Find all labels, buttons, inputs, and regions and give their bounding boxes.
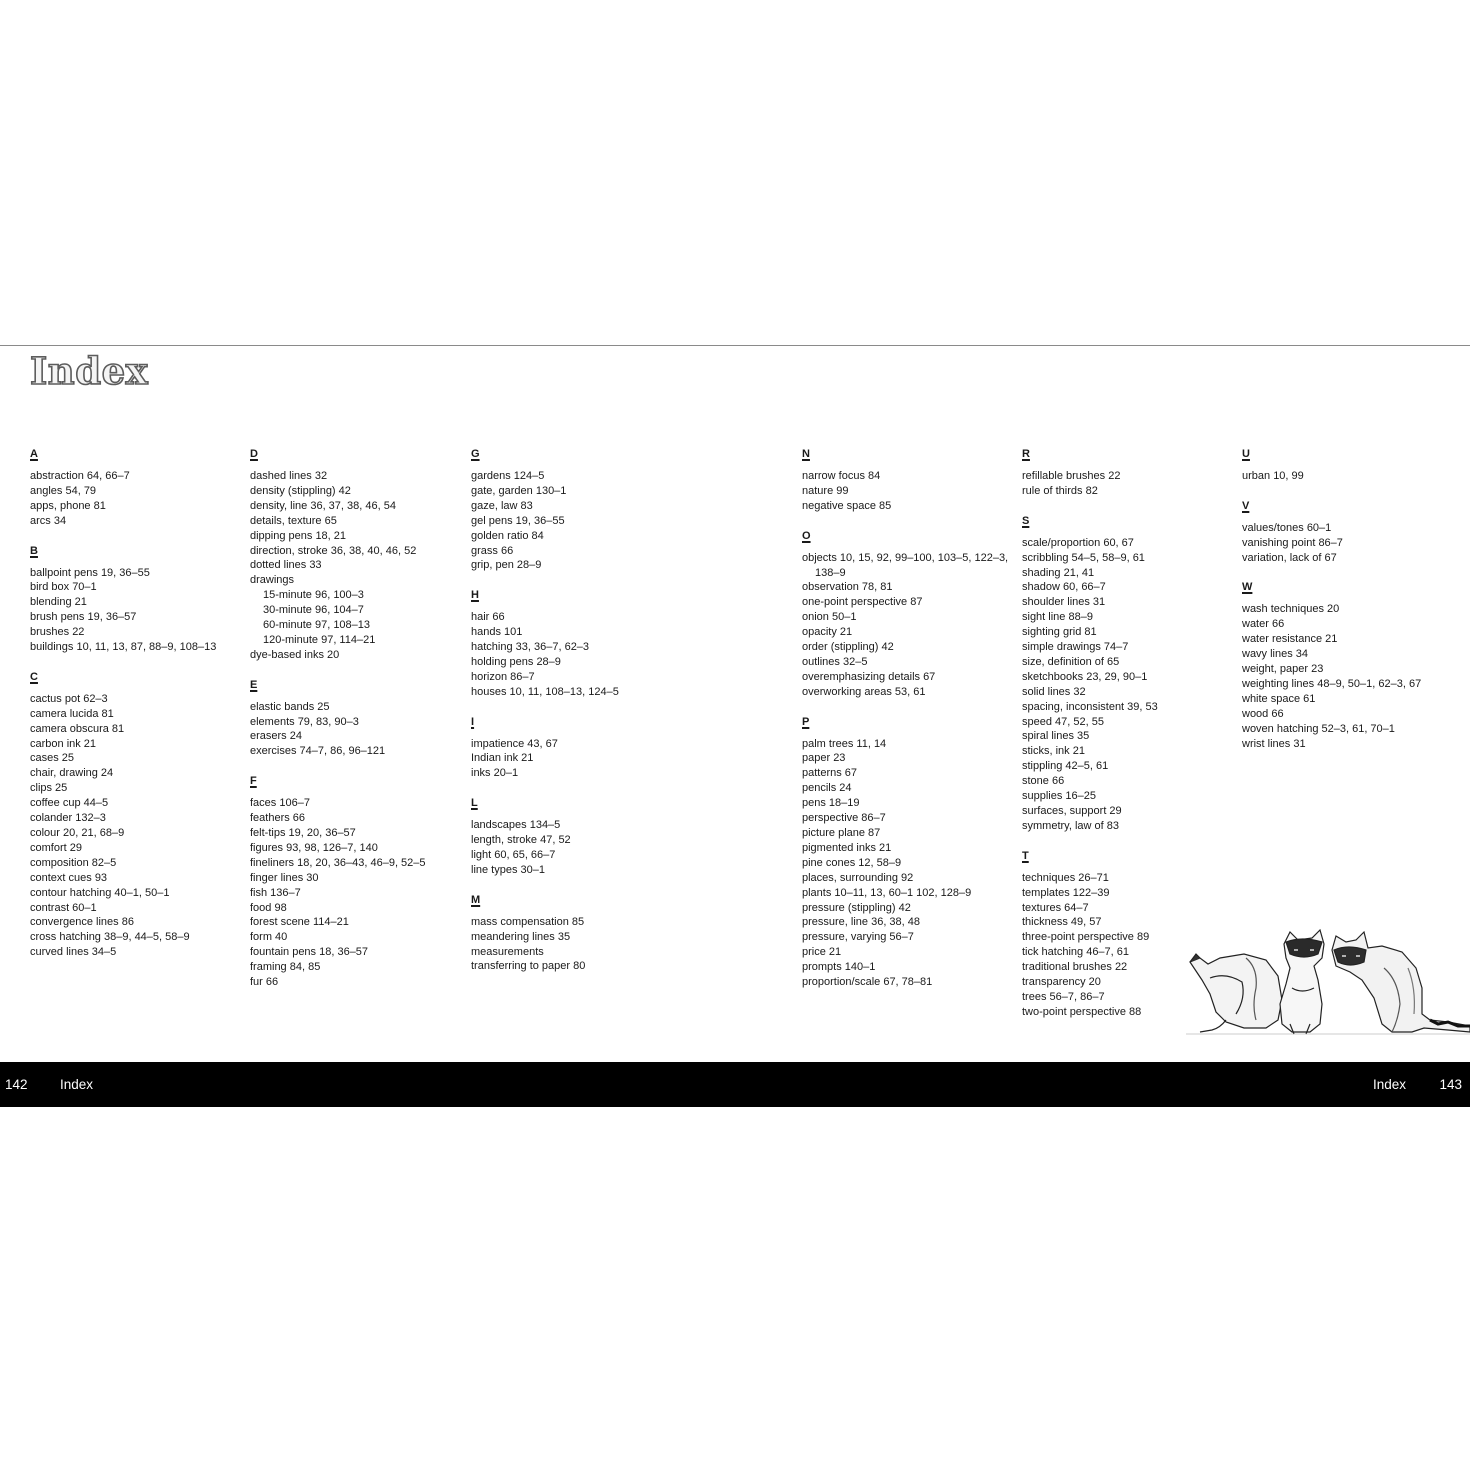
index-entry: wrist lines 31: [1242, 737, 1306, 750]
index-entry: landscapes 134–5: [471, 819, 561, 832]
index-entry: ballpoint pens 19, 36–55: [30, 566, 150, 579]
index-entry: one-point perspective 87: [802, 596, 923, 609]
index-entry: apps, phone 81: [30, 499, 106, 512]
index-entry: feathers 66: [250, 812, 306, 825]
index-entry: arcs 34: [30, 514, 67, 527]
index-entry: paper 23: [802, 752, 846, 765]
index-entry: figures 93, 98, 126–7, 140: [250, 841, 378, 854]
index-entry: density (stippling) 42: [250, 484, 351, 497]
index-entry: grip, pen 28–9: [471, 559, 542, 572]
index-entry: gaze, law 83: [471, 499, 533, 512]
index-entry: hatching 33, 36–7, 62–3: [471, 641, 590, 654]
index-subentry: 120-minute 97, 114–21: [263, 633, 376, 646]
index-section: [250, 774, 465, 990]
index-entry: coffee cup 44–5: [30, 797, 109, 810]
section-letter: O: [802, 529, 811, 542]
left-page-number: 142: [5, 1077, 28, 1092]
index-entry: felt-tips 19, 20, 36–57: [250, 827, 356, 839]
index-entry: dashed lines 32: [250, 470, 328, 482]
index-entry: drawings: [250, 574, 295, 587]
index-entry: context cues 93: [30, 871, 108, 884]
index-section: [1242, 499, 1442, 566]
index-section: [30, 447, 245, 529]
section-letter: M: [471, 893, 481, 906]
index-entry: three-point perspective 89: [1022, 931, 1150, 944]
index-entry: shadow 60, 66–7: [1022, 581, 1106, 594]
index-entry: buildings 10, 11, 13, 87, 88–9, 108–13: [30, 641, 217, 654]
index-entry: stone 66: [1022, 775, 1065, 788]
index-entry: angles 54, 79: [30, 484, 97, 497]
index-entry: weight, paper 23: [1242, 663, 1324, 676]
index-entry: size, definition of 65: [1022, 655, 1120, 668]
index-entry: mass compensation 85: [471, 915, 585, 928]
index-section: [471, 893, 686, 975]
index-entry: plants 10–11, 13, 60–1 102, 128–9: [802, 886, 972, 899]
cats-illustration: [1186, 928, 1470, 1040]
page-footer: [0, 1062, 1470, 1107]
index-entry: values/tones 60–1: [1242, 521, 1332, 534]
section-letter: A: [30, 448, 38, 460]
index-entry: density, line 36, 37, 38, 46, 54: [250, 499, 396, 512]
index-section: [802, 715, 1014, 990]
index-entry: water resistance 21: [1242, 633, 1338, 646]
index-entry: finger lines 30: [250, 871, 319, 884]
index-entry: hair 66: [471, 611, 505, 624]
index-section: [1242, 447, 1442, 484]
index-entry: urban 10, 99: [1242, 470, 1304, 482]
index-entry: perspective 86–7: [802, 812, 886, 825]
index-subentry: 60-minute 97, 108–13: [263, 619, 371, 632]
index-entry: onion 50–1: [802, 611, 857, 624]
index-entry: fur 66: [250, 976, 279, 989]
index-column-6: [1242, 447, 1442, 766]
section-letter: D: [250, 448, 258, 460]
index-entry: patterns 67: [802, 767, 858, 780]
index-column-3: [471, 447, 686, 989]
index-entry: outlines 32–5: [802, 655, 868, 668]
section-letter: L: [471, 797, 478, 810]
index-entry: shading 21, 41: [1022, 566, 1095, 579]
index-entry: two-point perspective 88: [1022, 1005, 1142, 1018]
index-entry: measurements: [471, 945, 544, 958]
index-entry: convergence lines 86: [30, 916, 134, 929]
right-running-head: Index: [1372, 1077, 1406, 1092]
index-entry: fineliners 18, 20, 36–43, 46–9, 52–5: [250, 856, 426, 869]
index-entry: refillable brushes 22: [1022, 470, 1121, 482]
index-entry: elastic bands 25: [250, 700, 330, 713]
index-entry: dye-based inks 20: [250, 648, 340, 661]
index-entry: prompts 140–1: [802, 961, 876, 974]
index-entry: tick hatching 46–7, 61: [1022, 946, 1130, 959]
index-entry: techniques 26–71: [1022, 871, 1109, 884]
right-page-number: 143: [1439, 1077, 1462, 1092]
index-entry: houses 10, 11, 108–13, 124–5: [471, 685, 619, 698]
index-entry: picture plane 87: [802, 827, 881, 839]
index-entry: holding pens 28–9: [471, 655, 561, 668]
index-entry: dotted lines 33: [250, 559, 322, 572]
page-title: Index: [30, 349, 149, 393]
index-entry: wavy lines 34: [1242, 648, 1309, 661]
index-subentry: 30-minute 96, 104–7: [263, 604, 364, 617]
index-entry: curved lines 34–5: [30, 946, 117, 959]
left-running-head: Index: [60, 1077, 94, 1092]
section-letter: N: [802, 448, 810, 460]
index-entry: pine cones 12, 58–9: [802, 856, 902, 869]
index-entry: camera lucida 81: [30, 707, 114, 720]
index-entry: carbon ink 21: [30, 737, 97, 750]
index-entry: pressure, line 36, 38, 48: [802, 916, 921, 929]
index-entry: light 60, 65, 66–7: [471, 848, 556, 861]
index-section: [802, 447, 1014, 514]
index-entry: places, surrounding 92: [802, 871, 914, 884]
section-letter: P: [802, 715, 810, 728]
index-entry: sticks, ink 21: [1022, 745, 1085, 758]
index-entry: scale/proportion 60, 67: [1022, 536, 1134, 549]
index-entry: abstraction 64, 66–7: [30, 470, 130, 482]
index-section: [471, 447, 686, 573]
index-section: [30, 544, 245, 655]
index-entry: cross hatching 38–9, 44–5, 58–9: [30, 931, 190, 944]
index-entry: order (stippling) 42: [802, 641, 894, 654]
index-entry: camera obscura 81: [30, 722, 125, 735]
index-entry: templates 122–39: [1022, 886, 1110, 899]
index-column-4: [802, 447, 1014, 1005]
section-letter: T: [1022, 849, 1029, 862]
section-letter: B: [30, 544, 38, 557]
index-entry: rule of thirds 82: [1022, 484, 1098, 497]
index-entry: nature 99: [802, 484, 849, 497]
index-entry: faces 106–7: [250, 797, 310, 810]
index-entry: colour 20, 21, 68–9: [30, 827, 125, 839]
index-entry: transparency 20: [1022, 976, 1101, 989]
index-column-2: [250, 447, 465, 1005]
section-letter: U: [1242, 448, 1250, 460]
index-entry: proportion/scale 67, 78–81: [802, 976, 933, 989]
index-entry: contrast 60–1: [30, 901, 97, 914]
section-letter: C: [30, 670, 38, 683]
index-section: [471, 588, 686, 699]
index-entry: brushes 22: [30, 626, 85, 639]
index-entry: comfort 29: [30, 841, 82, 854]
index-entry: weighting lines 48–9, 50–1, 62–3, 67: [1242, 677, 1422, 690]
index-entry: observation 78, 81: [802, 581, 893, 594]
index-entry: opacity 21: [802, 626, 853, 639]
index-entry: overworking areas 53, 61: [802, 685, 926, 698]
index-entry: shoulder lines 31: [1022, 596, 1106, 609]
index-entry: sketchbooks 23, 29, 90–1: [1022, 670, 1148, 683]
index-entry: golden ratio 84: [471, 529, 544, 542]
index-entry: thickness 49, 57: [1022, 916, 1102, 929]
index-entry: woven hatching 52–3, 61, 70–1: [1242, 722, 1395, 735]
index-entry: simple drawings 74–7: [1022, 641, 1129, 654]
section-letter: G: [471, 448, 480, 460]
index-entry: gardens 124–5: [471, 470, 545, 482]
index-entry: wood 66: [1242, 707, 1284, 720]
index-entry: pressure (stippling) 42: [802, 901, 911, 914]
index-entry: white space 61: [1242, 692, 1316, 705]
index-section: [471, 715, 686, 782]
index-entry: solid lines 32: [1022, 685, 1086, 698]
index-entry: colander 132–3: [30, 812, 106, 825]
index-entry: sight line 88–9: [1022, 611, 1093, 624]
index-entry: trees 56–7, 86–7: [1022, 990, 1105, 1003]
index-entry: spacing, inconsistent 39, 53: [1022, 700, 1158, 713]
section-letter: H: [471, 589, 479, 602]
index-entry: bird box 70–1: [30, 581, 97, 594]
index-entry: fish 136–7: [250, 886, 301, 899]
index-section: [1242, 580, 1442, 751]
index-entry: scribbling 54–5, 58–9, 61: [1022, 551, 1145, 564]
index-entry: speed 47, 52, 55: [1022, 715, 1104, 728]
section-letter: I: [471, 715, 475, 728]
index-entry: exercises 74–7, 86, 96–121: [250, 745, 386, 758]
index-entry: textures 64–7: [1022, 901, 1089, 914]
index-column-1: [30, 447, 245, 975]
index-entry: Indian ink 21: [471, 752, 534, 765]
index-entry: horizon 86–7: [471, 670, 535, 683]
index-entry: water 66: [1242, 618, 1285, 631]
index-entry: framing 84, 85: [250, 961, 321, 974]
index-entry: dipping pens 18, 21: [250, 529, 347, 542]
index-entry: supplies 16–25: [1022, 790, 1097, 803]
index-entry: forest scene 114–21: [250, 916, 349, 929]
index-entry: overemphasizing details 67: [802, 670, 936, 683]
index-entry: form 40: [250, 931, 288, 944]
top-rule: [0, 345, 1470, 346]
index-entry: hands 101: [471, 626, 523, 639]
index-entry: contour hatching 40–1, 50–1: [30, 886, 170, 899]
section-letter: W: [1242, 581, 1253, 594]
index-subentry: 15-minute 96, 100–3: [263, 589, 364, 602]
index-entry: chair, drawing 24: [30, 767, 114, 780]
index-entry: sighting grid 81: [1022, 626, 1097, 639]
index-entry: cases 25: [30, 752, 75, 765]
index-entry: wash techniques 20: [1242, 603, 1340, 616]
section-letter: R: [1022, 448, 1030, 460]
section-letter: V: [1242, 499, 1250, 512]
section-letter: F: [250, 775, 257, 788]
index-entry: line types 30–1: [471, 863, 545, 876]
index-entry: pressure, varying 56–7: [802, 931, 914, 944]
index-section: [802, 529, 1014, 700]
index-entry: blending 21: [30, 596, 87, 609]
index-entry: elements 79, 83, 90–3: [250, 715, 359, 728]
index-section: [250, 678, 465, 760]
index-section: [1022, 447, 1237, 499]
index-entry: erasers 24: [250, 730, 302, 743]
index-entry: inks 20–1: [471, 767, 519, 780]
index-entry: objects 10, 15, 92, 99–100, 103–5, 122–3, 138–9: [802, 551, 1009, 579]
section-letter: S: [1022, 514, 1030, 527]
index-entry: surfaces, support 29: [1022, 805, 1122, 818]
index-entry: cactus pot 62–3: [30, 692, 108, 705]
index-entry: palm trees 11, 14: [802, 737, 887, 750]
section-letter: E: [250, 678, 258, 691]
index-entry: food 98: [250, 901, 287, 914]
index-entry: traditional brushes 22: [1022, 961, 1128, 974]
index-section: [471, 796, 686, 878]
index-entry: gate, garden 130–1: [471, 484, 567, 497]
index-entry: pencils 24: [802, 782, 852, 795]
index-entry: pens 18–19: [802, 797, 860, 810]
index-section: [1022, 514, 1237, 834]
index-entry: details, texture 65: [250, 514, 337, 527]
index-entry: fountain pens 18, 36–57: [250, 946, 369, 959]
index-entry: meandering lines 35: [471, 930, 571, 943]
index-entry: transferring to paper 80: [471, 960, 586, 973]
index-entry: brush pens 19, 36–57: [30, 611, 137, 624]
index-entry: grass 66: [471, 544, 514, 557]
index-entry: variation, lack of 67: [1242, 551, 1337, 564]
index-section: [250, 447, 465, 663]
index-entry: composition 82–5: [30, 856, 117, 869]
index-entry: narrow focus 84: [802, 470, 881, 482]
index-entry: negative space 85: [802, 499, 892, 512]
index-entry: pigmented inks 21: [802, 841, 892, 854]
index-entry: gel pens 19, 36–55: [471, 514, 565, 527]
index-entry: impatience 43, 67: [471, 737, 558, 750]
index-entry: vanishing point 86–7: [1242, 536, 1343, 549]
index-entry: clips 25: [30, 782, 68, 795]
index-entry: price 21: [802, 946, 842, 959]
index-entry: spiral lines 35: [1022, 730, 1090, 743]
index-entry: symmetry, law of 83: [1022, 819, 1119, 832]
index-entry: direction, stroke 36, 38, 40, 46, 52: [250, 544, 417, 557]
index-section: [30, 670, 245, 960]
index-entry: length, stroke 47, 52: [471, 834, 571, 847]
index-entry: stippling 42–5, 61: [1022, 760, 1109, 773]
